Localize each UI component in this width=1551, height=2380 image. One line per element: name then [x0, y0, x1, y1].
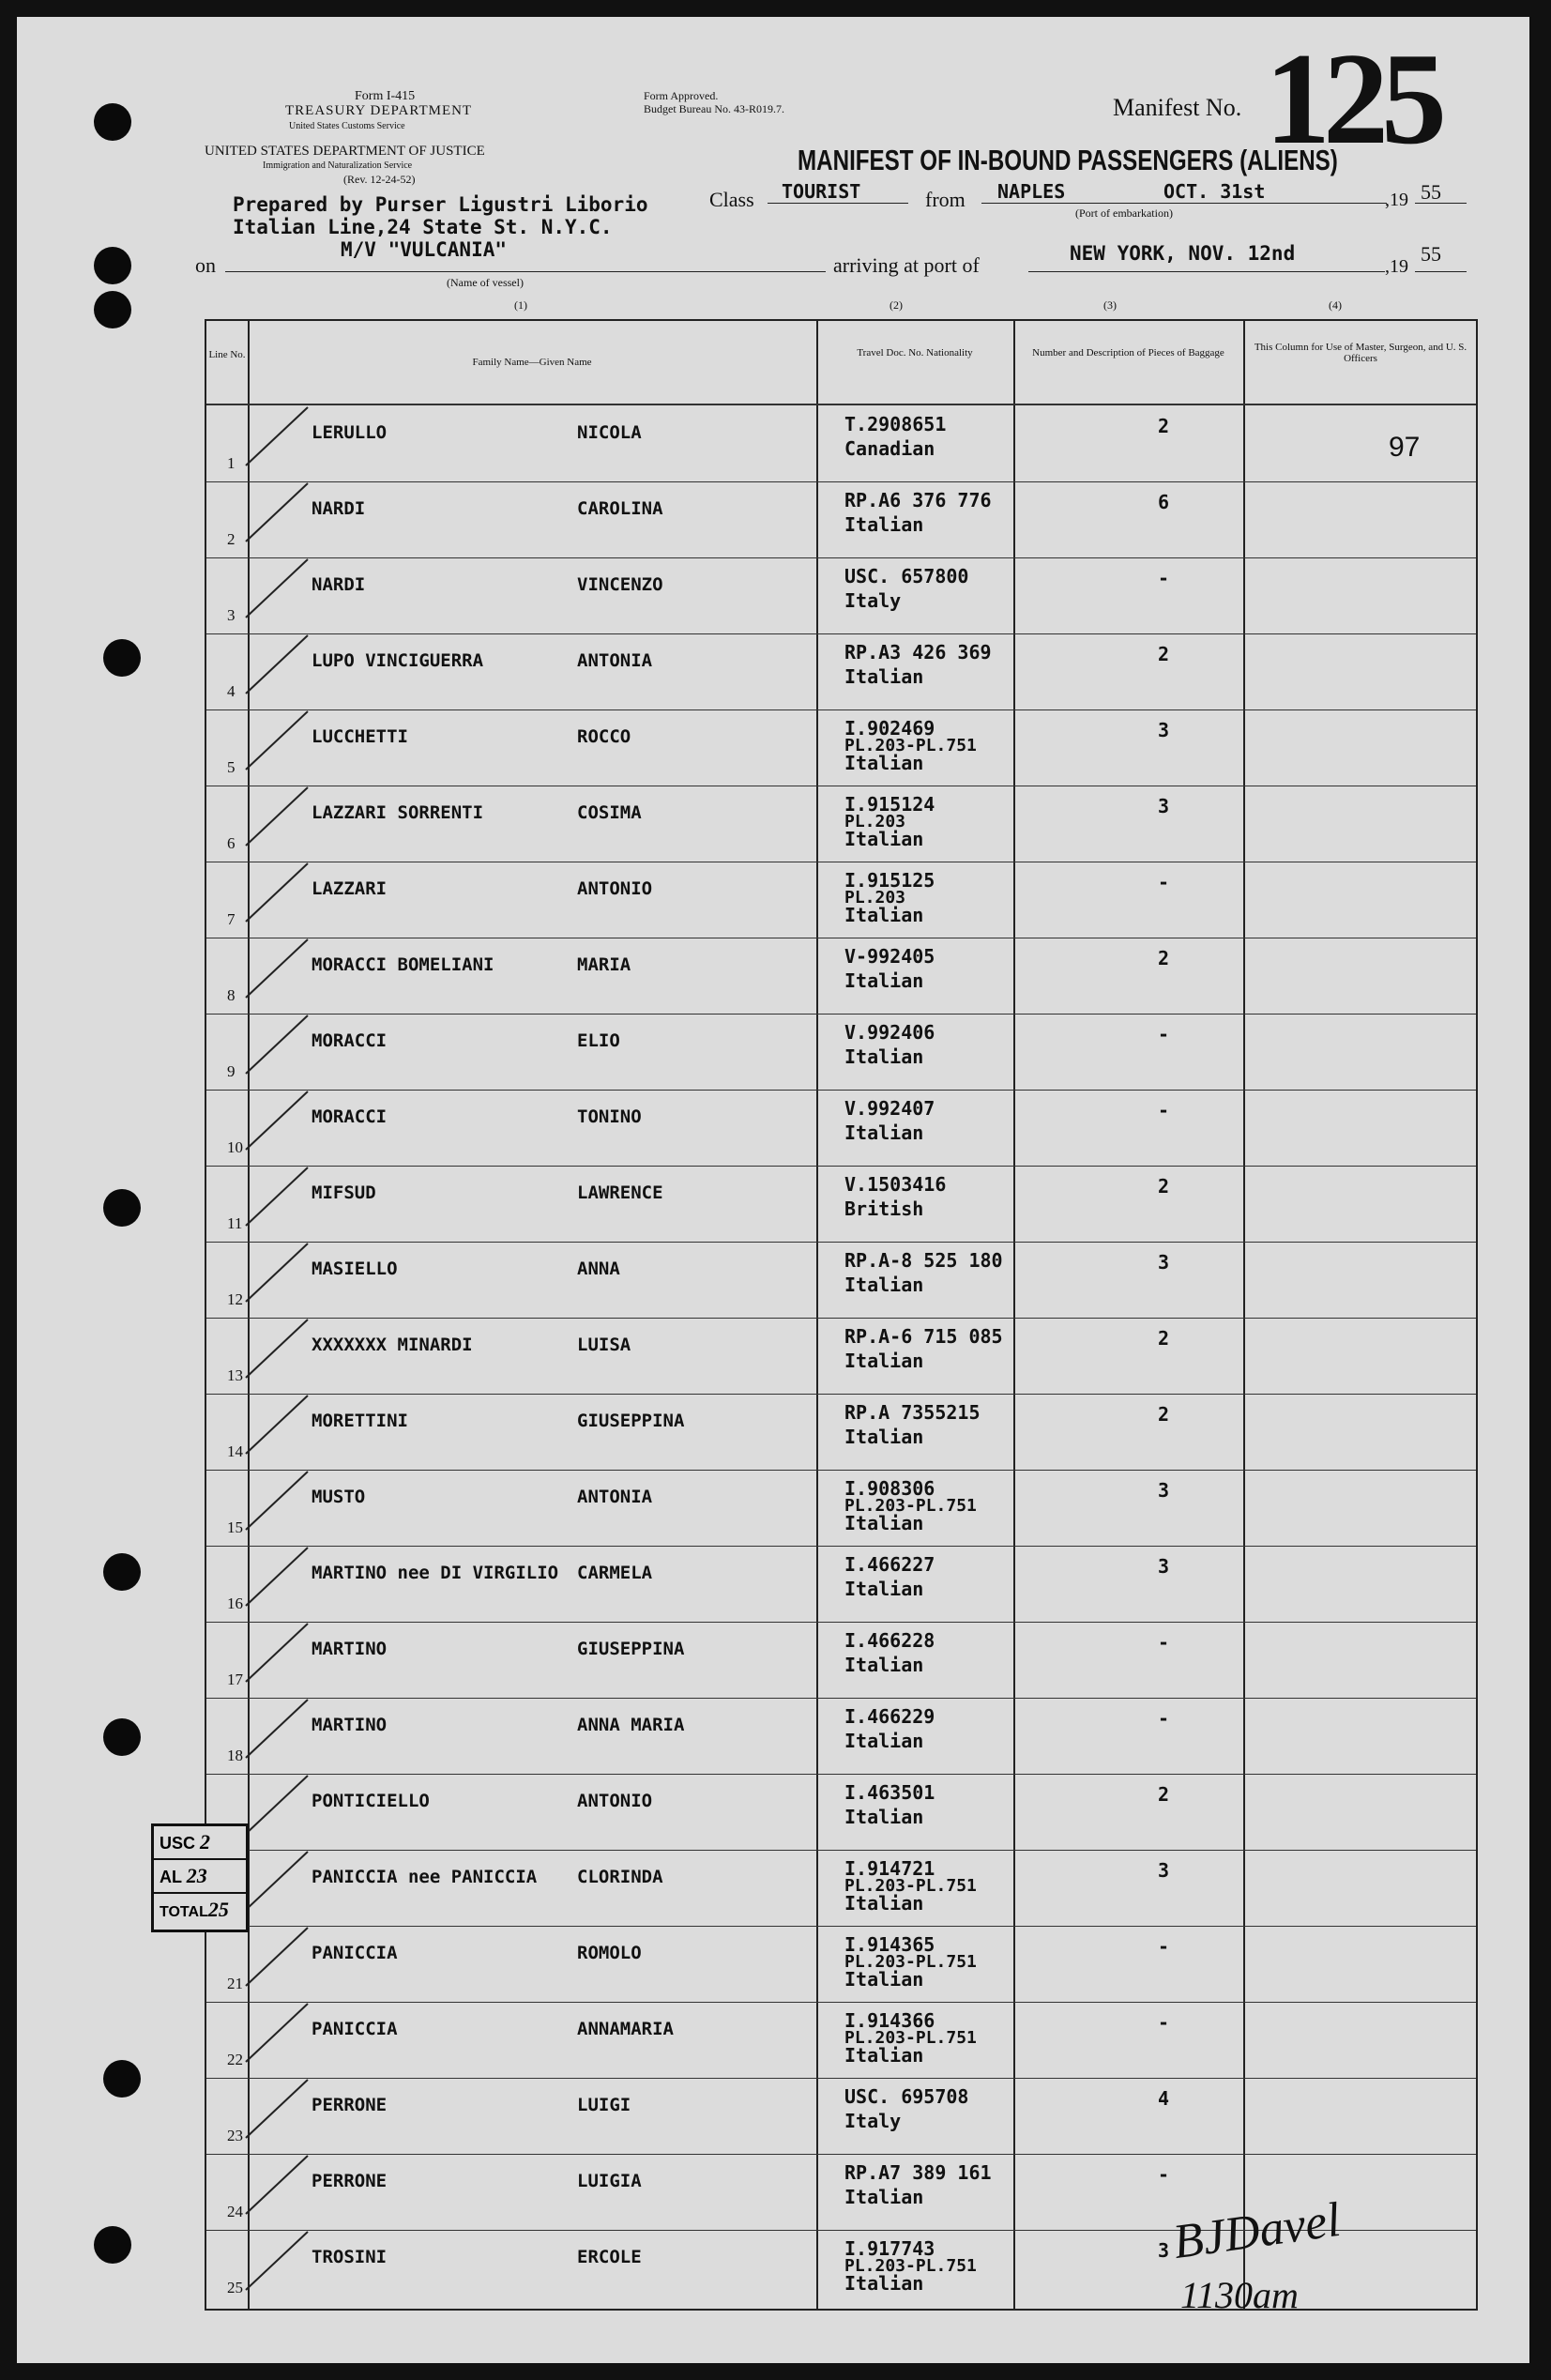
given-name: GIUSEPPINA	[577, 1639, 685, 1659]
given-name: TONINO	[577, 1106, 642, 1127]
prepared-address: Italian Line,24 State St. N.Y.C.	[233, 216, 613, 238]
travel-doc-line-2: British	[844, 1198, 924, 1220]
baggage-count: -	[1157, 1935, 1170, 1958]
class-value: TOURIST	[782, 180, 861, 203]
line-number: 2	[227, 530, 236, 548]
class-label: Class	[709, 188, 754, 211]
given-name: VINCENZO	[577, 574, 663, 595]
family-name: LERULLO	[312, 422, 388, 443]
tally-total-label: TOTAL	[160, 1904, 208, 1920]
line-number: 4	[227, 682, 236, 700]
family-name: MARTINO	[312, 1639, 388, 1659]
form-approved: Form Approved.	[644, 89, 719, 102]
binder-hole	[103, 1718, 141, 1756]
check-mark-icon	[244, 1160, 319, 1235]
table-row	[206, 862, 1476, 937]
check-mark-icon	[244, 1540, 319, 1615]
table-row	[206, 1850, 1476, 1925]
officer-mark: 97	[1389, 432, 1421, 463]
table-row	[206, 1090, 1476, 1165]
line-number: 23	[227, 2127, 243, 2144]
travel-doc-line-2: Italian	[844, 1350, 924, 1372]
arrival-port: NEW YORK, NOV. 12nd	[1070, 242, 1296, 265]
travel-doc-line-1: I.466228	[844, 1629, 935, 1652]
table-row	[206, 1774, 1476, 1849]
given-name: LUISA	[577, 1335, 631, 1355]
family-name: MORETTINI	[312, 1411, 408, 1431]
given-name: ROCCO	[577, 726, 631, 747]
travel-doc-line-1: I.902469	[844, 717, 935, 740]
given-name: ROMOLO	[577, 1943, 642, 1963]
family-name: NARDI	[312, 574, 366, 595]
given-name: ANTONIA	[577, 650, 653, 671]
check-mark-icon	[244, 552, 319, 627]
line-number: 12	[227, 1290, 243, 1308]
travel-doc-line-1: I.466229	[844, 1705, 935, 1728]
baggage-count: 2	[1157, 1327, 1170, 1350]
check-mark-icon	[244, 476, 319, 551]
baggage-count: -	[1157, 1099, 1170, 1121]
table-row	[206, 405, 1476, 481]
given-name: ANTONIO	[577, 1791, 653, 1811]
table-row	[206, 633, 1476, 709]
baggage-count: 2	[1157, 415, 1170, 437]
travel-doc-line-2: PL.203-PL.751	[844, 736, 977, 755]
given-name: GIUSEPPINA	[577, 1411, 685, 1431]
family-name: TROSINI	[312, 2247, 388, 2267]
travel-doc-line-3: Italian	[844, 828, 924, 850]
family-name: MARTINO	[312, 1715, 388, 1735]
travel-doc-line-3: Italian	[844, 904, 924, 926]
doj-line: UNITED STATES DEPARTMENT OF JUSTICE	[205, 144, 485, 159]
travel-doc-line-1: V-992405	[844, 945, 935, 968]
tally-usc-value: 2	[200, 1830, 211, 1854]
travel-doc-line-1: I.908306	[844, 1477, 935, 1500]
embark-year: 55	[1421, 180, 1441, 204]
baggage-count: 3	[1157, 1859, 1170, 1882]
table-row	[206, 1546, 1476, 1621]
tally-total-value: 25	[207, 1898, 229, 1921]
baggage-header: Number and Description of Pieces of Baggage	[1032, 347, 1224, 359]
baggage-count: 3	[1157, 795, 1170, 817]
travel-doc-line-1: I.914721	[844, 1857, 935, 1880]
travel-doc-line-2: PL.203-PL.751	[844, 1496, 977, 1516]
vessel-name: M/V "VULCANIA"	[341, 238, 508, 261]
family-name: PANICCIA nee PANICCIA	[312, 1867, 538, 1887]
travel-doc-line-2: Italy	[844, 2110, 902, 2132]
check-mark-icon	[244, 1616, 319, 1691]
given-name: ANTONIO	[577, 878, 653, 899]
line-number: 5	[227, 758, 236, 776]
baggage-count: -	[1157, 567, 1170, 589]
tally-al-value: 23	[186, 1864, 207, 1887]
line-number: 9	[227, 1062, 236, 1080]
travel-doc-line-1: I.915125	[844, 869, 935, 892]
travel-doc-line-2: Italian	[844, 1730, 924, 1752]
travel-doc-line-2: PL.203-PL.751	[844, 1876, 977, 1896]
binder-hole	[103, 639, 141, 677]
table-row	[206, 1698, 1476, 1773]
family-name: MIFSUD	[312, 1182, 376, 1203]
travel-doc-line-1: RP.A-8 525 180	[844, 1249, 1003, 1272]
line-number: 3	[227, 606, 236, 624]
given-name: NICOLA	[577, 422, 642, 443]
family-name: LUCCHETTI	[312, 726, 408, 747]
baggage-count: 6	[1157, 491, 1170, 513]
baggage-count: 2	[1157, 1783, 1170, 1806]
baggage-count: -	[1157, 1631, 1170, 1654]
baggage-count: -	[1157, 1023, 1170, 1045]
travel-doc-line-1: I.917743	[844, 2237, 935, 2260]
table-row	[206, 2002, 1476, 2077]
table-row	[206, 1394, 1476, 1469]
line-number: 21	[227, 1975, 243, 1992]
baggage-count: 3	[1157, 1555, 1170, 1578]
baggage-count: -	[1157, 871, 1170, 893]
travel-doc-line-1: RP.A 7355215	[844, 1401, 981, 1424]
check-mark-icon	[244, 1920, 319, 1995]
budget-bureau: Budget Bureau No. 43-R019.7.	[644, 102, 784, 115]
travel-doc-line-2: Italian	[844, 1045, 924, 1068]
travel-doc-line-3: Italian	[844, 1892, 924, 1915]
baggage-count: -	[1157, 2011, 1170, 2034]
check-mark-icon	[244, 2224, 319, 2299]
embark-date: OCT. 31st	[1163, 180, 1266, 203]
line-number: 16	[227, 1594, 243, 1612]
check-mark-icon	[244, 400, 319, 475]
family-name: MORACCI	[312, 1106, 388, 1127]
tally-al-label: AL	[160, 1868, 182, 1886]
travel-doc-line-2: Italian	[844, 665, 924, 688]
table-row	[206, 1242, 1476, 1317]
check-mark-icon	[244, 1008, 319, 1083]
baggage-count: 2	[1157, 947, 1170, 969]
travel-doc-line-3: Italian	[844, 752, 924, 774]
given-name: ERCOLE	[577, 2247, 642, 2267]
given-name: ELIO	[577, 1030, 620, 1051]
inspector-signature: BJDavel	[1169, 2192, 1345, 2270]
binder-hole	[94, 103, 131, 141]
check-mark-icon	[244, 1084, 319, 1159]
family-name: PANICCIA	[312, 1943, 398, 1963]
table-row	[206, 481, 1476, 557]
family-name: NARDI	[312, 498, 366, 519]
travel-doc-line-1: T.2908651	[844, 413, 947, 435]
family-name: PERRONE	[312, 2095, 388, 2115]
family-name: PANICCIA	[312, 2019, 398, 2039]
table-row	[206, 2078, 1476, 2153]
check-mark-icon	[244, 1312, 319, 1387]
check-mark-icon	[244, 1236, 319, 1311]
check-mark-icon	[244, 1768, 319, 1843]
port-caption: (Port of embarkation)	[1075, 206, 1173, 220]
baggage-count: -	[1157, 1707, 1170, 1730]
travel-doc-line-2: PL.203-PL.751	[844, 2256, 977, 2276]
travel-doc-line-2: Italian	[844, 969, 924, 992]
revision-line: (Rev. 12-24-52)	[343, 173, 416, 186]
travel-doc-line-1: USC. 657800	[844, 565, 969, 587]
family-name: LUPO VINCIGUERRA	[312, 650, 484, 671]
family-name: LAZZARI SORRENTI	[312, 802, 484, 823]
travel-doc-line-1: I.463501	[844, 1781, 935, 1804]
passenger-table	[205, 319, 1478, 2311]
binder-hole	[103, 2060, 141, 2098]
embark-year-prefix: ,19	[1385, 190, 1408, 210]
treasury-line: TREASURY DEPARTMENT	[285, 103, 473, 118]
col-num-1: (1)	[514, 298, 527, 312]
travel-doc-line-3: Italian	[844, 1512, 924, 1534]
line-number: 14	[227, 1442, 243, 1460]
baggage-count: 3	[1157, 1251, 1170, 1274]
travel-doc-line-2: Italian	[844, 513, 924, 536]
table-row	[206, 1166, 1476, 1241]
travel-doc-line-2: Canadian	[844, 437, 935, 460]
baggage-count: -	[1157, 2163, 1170, 2186]
prepared-by: Prepared by Purser Ligustri Liborio	[233, 193, 648, 216]
travel-doc-line-1: RP.A3 426 369	[844, 641, 992, 664]
travel-doc-line-2: PL.203	[844, 888, 906, 908]
vessel-caption: (Name of vessel)	[447, 276, 524, 289]
officers-header: This Column for Use of Master, Surgeon, and U. S. Officers	[1254, 342, 1467, 364]
given-name: ANNAMARIA	[577, 2019, 674, 2039]
check-mark-icon	[244, 1996, 319, 2071]
family-name: PERRONE	[312, 2171, 388, 2191]
travel-doc-line-2: Italian	[844, 1654, 924, 1676]
tally-stamp	[151, 1823, 249, 1932]
tally-usc-label: USC	[160, 1834, 196, 1853]
check-mark-icon	[244, 1692, 319, 1767]
on-label: on	[195, 253, 216, 277]
given-name: COSIMA	[577, 802, 642, 823]
check-mark-icon	[244, 932, 319, 1007]
line-number: 8	[227, 986, 236, 1004]
line-number: 6	[227, 834, 236, 852]
travel-doc-line-2: Italian	[844, 1578, 924, 1600]
travel-doc-line-1: I.915124	[844, 793, 935, 816]
line-number: 1	[227, 454, 236, 472]
binder-hole	[103, 1189, 141, 1227]
line-number: 10	[227, 1138, 243, 1156]
given-name: LUIGIA	[577, 2171, 642, 2191]
table-row	[206, 1014, 1476, 1089]
check-mark-icon	[244, 704, 319, 779]
travel-doc-line-2: Italian	[844, 1274, 924, 1296]
given-name: ANNA MARIA	[577, 1715, 685, 1735]
given-name: ANNA	[577, 1259, 620, 1279]
from-label: from	[925, 188, 966, 211]
arrival-year-prefix: ,19	[1385, 256, 1408, 277]
check-mark-icon	[244, 780, 319, 855]
baggage-count: 3	[1157, 1479, 1170, 1502]
travel-doc-line-2: PL.203	[844, 812, 906, 831]
check-mark-icon	[244, 1388, 319, 1463]
baggage-count: 2	[1157, 1403, 1170, 1426]
travel-doc-line-1: I.914365	[844, 1933, 935, 1956]
baggage-count: 2	[1157, 643, 1170, 665]
baggage-count: 3	[1157, 2239, 1170, 2262]
travel-doc-line-2: Italian	[844, 1426, 924, 1448]
table-row	[206, 938, 1476, 1013]
given-name: LUIGI	[577, 2095, 631, 2115]
table-row	[206, 1470, 1476, 1545]
check-mark-icon	[244, 1844, 319, 1919]
line-number: 7	[227, 910, 236, 928]
family-name: LAZZARI	[312, 878, 388, 899]
manifest-number: 125	[1265, 26, 1439, 172]
table-row	[206, 1926, 1476, 2001]
family-name: MUSTO	[312, 1487, 366, 1507]
check-mark-icon	[244, 2072, 319, 2147]
table-row	[206, 557, 1476, 633]
manifest-title: MANIFEST OF IN-BOUND PASSENGERS (ALIENS)	[798, 144, 1338, 176]
ins-line: Immigration and Naturalization Service	[263, 160, 413, 171]
family-name: MORACCI BOMELIANI	[312, 954, 494, 975]
line-number: 24	[227, 2203, 243, 2220]
line-number: 18	[227, 1747, 243, 1764]
baggage-count: 4	[1157, 2087, 1170, 2110]
travel-doc-line-1: RP.A6 376 776	[844, 489, 992, 511]
inspection-time: 1130am	[1180, 2274, 1299, 2316]
line-number: 15	[227, 1518, 243, 1536]
table-row	[206, 1318, 1476, 1393]
table-row	[206, 709, 1476, 785]
travel-doc-line-1: RP.A-6 715 085	[844, 1325, 1003, 1348]
travel-doc-line-3: Italian	[844, 1968, 924, 1991]
travel-doc-line-2: Italy	[844, 589, 902, 612]
travel-doc-line-1: USC. 695708	[844, 2085, 969, 2108]
travel-doc-line-3: Italian	[844, 2272, 924, 2295]
travel-doc-line-2: PL.203-PL.751	[844, 1952, 977, 1972]
table-row	[206, 1622, 1476, 1697]
given-name: CLORINDA	[577, 1867, 663, 1887]
family-name: MASIELLO	[312, 1259, 398, 1279]
given-name: ANTONIA	[577, 1487, 653, 1507]
col-num-4: (4)	[1329, 298, 1342, 312]
form-number: Form I-415	[355, 89, 416, 103]
manifest-label: Manifest No.	[1113, 94, 1242, 121]
line-number: 25	[227, 2279, 243, 2296]
travel-doc-line-1: RP.A7 389 161	[844, 2161, 992, 2184]
arrival-year: 55	[1421, 242, 1441, 266]
travel-doc-line-2: Italian	[844, 1806, 924, 1828]
travel-doc-line-3: Italian	[844, 2044, 924, 2067]
given-name: CARMELA	[577, 1563, 653, 1583]
customs-line: United States Customs Service	[289, 121, 405, 131]
from-value: NAPLES	[997, 180, 1066, 203]
family-name: PONTICIELLO	[312, 1791, 430, 1811]
binder-hole	[94, 2226, 131, 2264]
manifest-page	[17, 17, 1529, 2363]
check-mark-icon	[244, 856, 319, 931]
travel-doc-line-1: V.1503416	[844, 1173, 947, 1196]
family-name: MARTINO nee DI VIRGILIO	[312, 1563, 559, 1583]
family-name: XXXXXXX MINARDI	[312, 1335, 473, 1355]
line-number: 13	[227, 1366, 243, 1384]
travel-doc-line-1: I.466227	[844, 1553, 935, 1576]
given-name: MARIA	[577, 954, 631, 975]
line-number: 22	[227, 2051, 243, 2068]
line-no-header: Line No.	[208, 349, 246, 360]
travel-doc-line-2: PL.203-PL.751	[844, 2028, 977, 2048]
given-name: LAWRENCE	[577, 1182, 663, 1203]
travel-doc-line-1: V.992407	[844, 1097, 935, 1120]
travel-doc-line-1: I.914366	[844, 2009, 935, 2032]
line-number: 11	[227, 1214, 243, 1232]
line-number: 17	[227, 1671, 243, 1688]
col-num-2: (2)	[890, 298, 903, 312]
name-header: Family Name—Given Name	[472, 357, 592, 368]
binder-hole	[94, 247, 131, 284]
travel-doc-line-1: V.992406	[844, 1021, 935, 1044]
arriving-label: arriving at port of	[833, 253, 980, 277]
doc-header: Travel Doc. No. Nationality	[857, 347, 973, 359]
baggage-count: 2	[1157, 1175, 1170, 1198]
binder-hole	[94, 291, 131, 328]
table-row	[206, 786, 1476, 861]
col-num-3: (3)	[1103, 298, 1117, 312]
family-name: MORACCI	[312, 1030, 388, 1051]
binder-hole	[103, 1553, 141, 1591]
travel-doc-line-2: Italian	[844, 1121, 924, 1144]
given-name: CAROLINA	[577, 498, 663, 519]
baggage-count: 3	[1157, 719, 1170, 741]
check-mark-icon	[244, 2148, 319, 2223]
travel-doc-line-2: Italian	[844, 2186, 924, 2208]
check-mark-icon	[244, 628, 319, 703]
check-mark-icon	[244, 1464, 319, 1539]
